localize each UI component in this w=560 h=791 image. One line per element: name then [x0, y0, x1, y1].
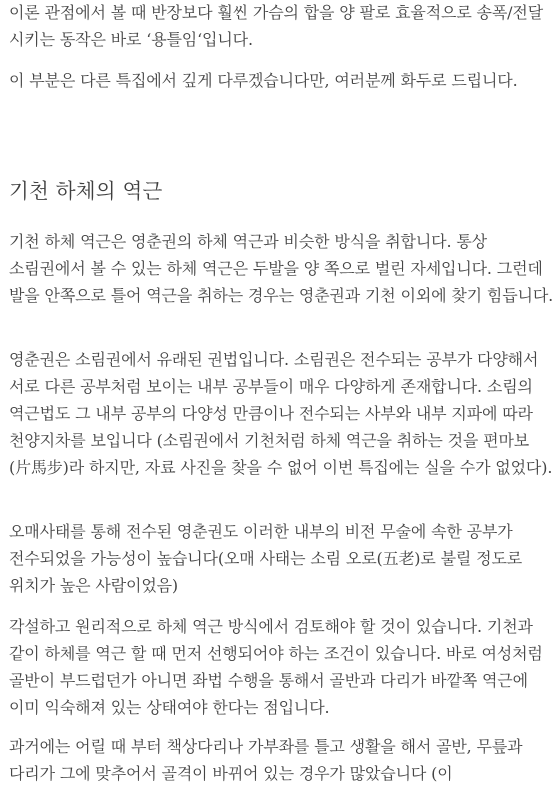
section-paragraph-1: 기천 하체 역근은 영춘권의 하체 역근과 비슷한 방식을 취합니다. 통상 소림권에서 볼 수 있는 하체 역근은 두발을 양 쪽으로 벌린 자세입니다. 그런데 발을 안쪽으로 틀어 역근을 취하는 경우는 영춘권과 기천 이외에 찾기 힘듭니다. [9, 232, 554, 305]
section-paragraph-2: 영춘권은 소림권에서 유래된 권법입니다. 소림권은 전수되는 공부가 다양해서 서로 다른 공부처럼 보이는 내부 공부들이 매우 다양하게 존재합니다. 소림의 역근법도 그 내부 공부의 다양성 만큼이나 전수되는 사부와 내부 지파에 따라 천양지차를 보입니다 (소림권에서 기천처럼 하체 역근을 취하는 것을 편마보(片馬步)라 하지만, 자료 사진을 찾을 수 없어 이번 특집에는 실을 수가 없었다). [9, 350, 553, 477]
section-paragraph-4: 각설하고 원리적으로 하체 역근 방식에서 검토해야 할 것이 있습니다. 기천과 같이 하체를 역근 할 때 먼저 선행되어야 하는 조건이 있습니다. 바로 여성처럼 골반이 부드럽던가 아니면 좌법 수행을 통해서 골반과 다리가 바깥쪽 역근에 이미 익숙해져 있는 상태여야 한다는 점입니다. [9, 617, 543, 717]
intro-paragraph-1: 이론 관점에서 볼 때 반장보다 훨씬 가슴의 합을 양 팔로 효율적으로 송폭/전달 시키는 동작은 바로 ‘용틀임‘입니다. [9, 3, 544, 49]
section-heading: 기천 하체의 역근 [9, 179, 163, 203]
section-paragraph-3: 오매사태를 통해 전수된 영춘권도 이러한 내부의 비전 무술에 속한 공부가 전수되었을 가능성이 높습니다(오매 사태는 소림 오로(五老)로 불릴 정도로 위치가 높은 사람이었음) [9, 522, 523, 595]
section-paragraph-5: 과거에는 어릴 때 부터 책상다리나 가부좌를 틀고 생활을 해서 골반, 무릎과 다리가 그에 맞추어서 골격이 바뀌어 있는 경우가 많았습니다 (이 [9, 737, 523, 783]
intro-paragraph-2: 이 부분은 다른 특집에서 깊게 다루겠습니다만, 여러분께 화두로 드립니다. [9, 71, 518, 90]
